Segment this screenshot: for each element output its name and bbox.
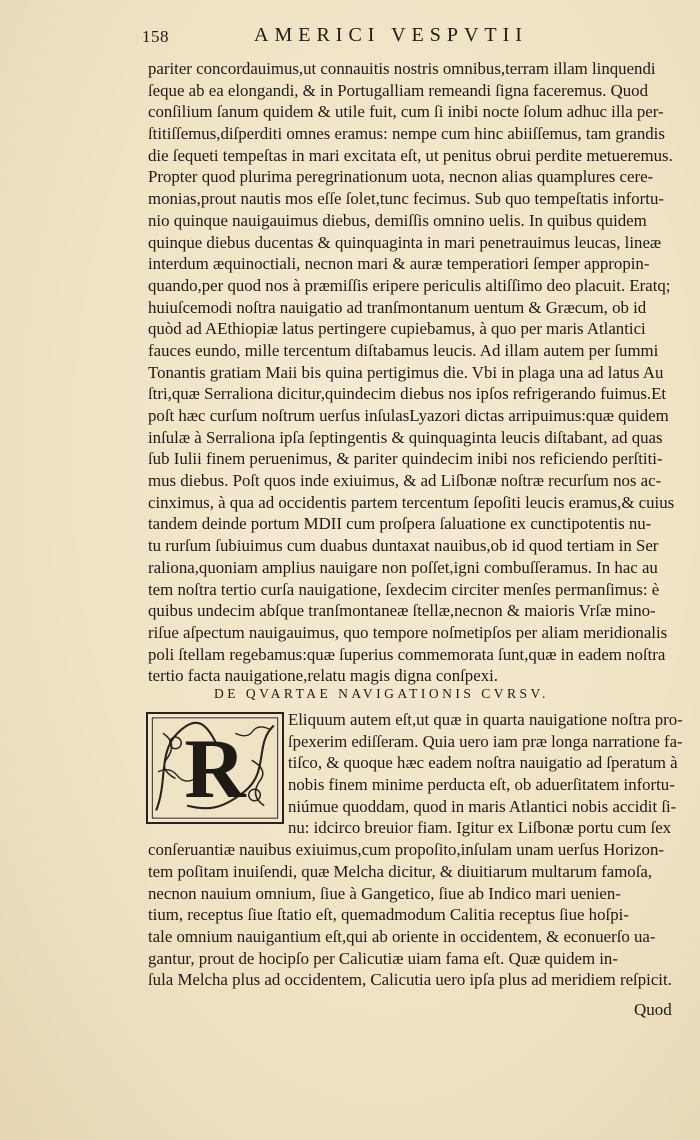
section-text-line: Eliquum autem eſt,ut quæ in quarta nauigatione noſtra pro- — [288, 710, 683, 729]
page-number: 158 — [142, 27, 169, 46]
main-text-block — [148, 58, 688, 687]
section-text-line: tium, receptus ſiue ſtatio eſt, quemadmodum Calitia receptus ſiue hoſpi- — [148, 905, 629, 925]
text-line: interdum æquinoctiali, necnon mari & auræ temperatiori ſemper appropin- — [148, 254, 650, 274]
text-line: tem noſtra tertio curſa nauigatione, ſexdecim circiter menſes permanſimus: è — [148, 579, 660, 599]
section-text-line: necnon nauium omnium, ſiue à Gangetico, ſiue ab Indico mari uenien- — [148, 883, 621, 903]
text-line: poli ſtellam regebamus:quæ ſuperius commemorata ſunt,quæ in eadem noſtra — [148, 644, 666, 664]
text-line: raliona,quoniam amplius nauigare non poſſet,igni combuſſeramus. In hac au — [148, 557, 658, 577]
text-line: tu rurſum ſubiuimus cum duabus duntaxat nauibus,ob id quod tertiam in Ser — [148, 536, 659, 556]
text-line: poſt hæc curſum noſtrum uerſus inſulasLyazori dictas arripuimus:quæ quidem — [148, 406, 669, 425]
text-line: tertio facta nauigatione,relatu magis digna conſpexi. — [148, 666, 498, 686]
text-line: conſilium ſanum quidem & utile fuit, cum ſi inibi nocte ſolum adhuc illa per- — [148, 102, 664, 122]
text-line: Tonantis gratiam Maii bis quina pertigimus die. Vbi in plaga una ad latus Au — [148, 362, 664, 382]
section-text-block — [148, 709, 688, 991]
text-line: quibus undecim abſque tranſmontaneæ ſtellæ,necnon & maioris Vrſæ mino- — [148, 601, 656, 621]
drop-cap-letter: R — [184, 721, 246, 816]
section-text-line: nu: idcirco breuior fiam. Igitur ex Liſbonæ portu cum ſex — [288, 818, 672, 838]
section-text-line: ſpexerim ediſſeram. Quia uero iam præ longa narratione fa- — [288, 731, 683, 751]
section-text-line: nobis finem minime perducta eſt, ob aduerſitatem infortu- — [288, 775, 675, 795]
text-line: die ſequeti tempeſtas in mari excitata eſt, ut penitus obrui perdite metueremus. — [148, 145, 673, 165]
text-line: ſub Iulii finem peruenimus, & pariter quindecim inibi nos reficiendo perſtiti- — [148, 449, 663, 469]
section-text-line: tem poſitam inuiſendi, quæ Melcha dicitur, & diuitiarum multarum famoſa, — [148, 861, 653, 881]
text-line: tandem deinde portum MDII cum proſpera ſaluatione ex cunctipotentis nu- — [148, 514, 652, 534]
text-line: mus diebus. Poſt quos inde exiuimus, & ad Liſbonæ noſtræ recurſum nos ac- — [148, 471, 662, 491]
text-line: Propter quod plurima peregrinationum uota, necnon alias quamplures cere- — [148, 167, 654, 187]
text-line: pariter concordauimus,ut connauitis nostris omnibus,terram illam linquendi — [148, 59, 656, 78]
text-line: inſulæ à Serraliona ipſa ſeptingentis & quinquaginta leucis diſtabant, ad quas — [148, 427, 663, 447]
text-line: ſtitiſſemus,diſperditi omnes eramus: nempe cum hinc abiiſſemus, tam grandis — [148, 124, 665, 144]
section-text-line: gantur, prout de hocipſo per Calicutiæ uiam fama eſt. Quæ quidem in- — [148, 948, 618, 968]
text-line: nio quinque nauigauimus diebus, demiſſis omnino uelis. In quibus quidem — [148, 210, 647, 230]
catchword: Quod — [634, 1000, 672, 1019]
section-text-line: tiſco, & quoque hæc eadem noſtra nauigatio ad ſperatum à — [288, 753, 678, 773]
section-text-line: niúmue quoddam, quod in maris Atlantici nobis accidit ſi- — [288, 796, 677, 816]
section-text-line: conſeruantiæ nauibus exiuimus,cum propoſito,inſulam unam uerſus Horizon- — [148, 840, 664, 860]
section-text-line: ſula Melcha plus ad occidentem, Calicutia uero ipſa plus ad meridiem reſpicit. — [148, 970, 672, 990]
text-line: riſue aſpectum nauigauimus, quo tempore noſmetipſos per aliam meridionalis — [148, 622, 668, 642]
text-line: ſtri,quæ Serraliona dicitur,quindecim diebus nos ipſos refrigerando fuimus.Et — [148, 384, 667, 404]
page-header — [142, 24, 682, 50]
text-line: ſeque ab ea elongandi, & in Portugalliam remeandi ſigna faceremus. Quod — [148, 80, 649, 100]
running-head: AMERICI VESPVTII — [254, 24, 528, 46]
text-line: cinximus, à qua ad occidentis partem tercentum ſepoſiti leucis eramus,& cuius — [148, 492, 675, 512]
text-line: quando,per quod nos à præmiſſis eripere periculis altiſſimo deo placuit. Eratq; — [148, 275, 671, 295]
text-line: fauces eundo, mille tercentum diſtabamus leucis. Ad illam autem per ſummi — [148, 340, 659, 360]
text-line: quòd ad AEthiopiæ latus pertingere cupiebamus, à quo per maris Atlantici — [148, 319, 646, 339]
text-line: huiuſcemodi noſtra nauigatio ad tranſmontanum uentum & Græcum, ob id — [148, 297, 647, 317]
text-line: quinque diebus ducentas & quinquaginta in mari penetrauimus leucas, lineæ — [148, 232, 662, 252]
section-heading: DE QVARTAE NAVIGATIONIS CVRSV. — [214, 686, 549, 701]
section-text-line: tale omnium nauigantium eſt,qui ab oriente in occidentem, & econuerſo ua- — [148, 926, 656, 946]
text-line: monias,prout nautis mos eſſe ſolet,tunc fecimus. Sub quo tempeſtatis infortu- — [148, 189, 664, 209]
